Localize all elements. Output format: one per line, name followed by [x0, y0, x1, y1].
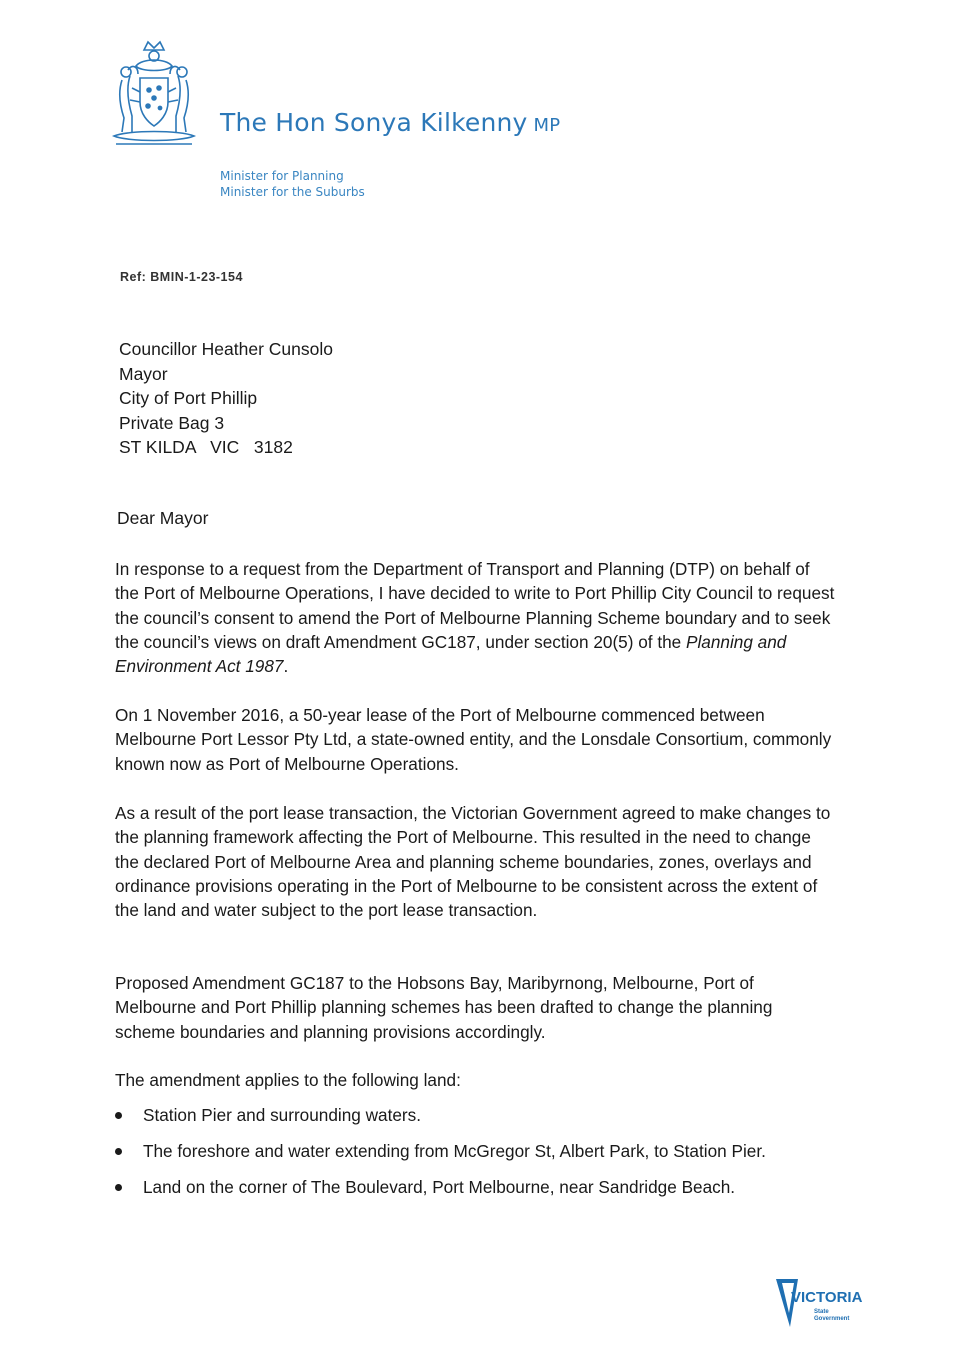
salutation: Dear Mayor	[117, 508, 209, 528]
list-item-text: The foreshore and water extending from McGregor St, Albert Park, to Station Pier.	[143, 1141, 766, 1161]
minister-name	[220, 108, 560, 137]
recipient-address	[119, 337, 333, 460]
minister-suffix: MP	[533, 115, 561, 136]
paragraph-text: In response to a request from the Department of Transport and Planning (DTP) on behalf of the Port of Melbourne Operations, I have decided to write to Port Phillip City Council to request the council’s consent to amend the Port of Melbourne Planning Scheme boundary and to seek the council’s views on draft Amendment GC187, under section 20(5) of the	[115, 559, 835, 652]
reference-number: Ref: BMIN-1-23-154	[120, 270, 243, 284]
list-item	[115, 1139, 835, 1175]
bullet-icon	[115, 1112, 122, 1119]
bullet-icon	[115, 1148, 122, 1155]
act-title: Planning and Environment Act 1987	[115, 631, 787, 677]
body-paragraph-3: As a result of the port lease transaction, the Victorian Government agreed to make changes to the planning framework affecting the Port of Melbourne. This resulted in the need to change the declared Port of Melbourne Area and planning scheme boundaries, zones, overlays and ordinance provisions operating in the Port of Melbourne to be consistent across the extent of the land and water subject to the port lease transaction.	[115, 803, 831, 921]
minister-name-text: The Hon Sonya Kilkenny	[220, 108, 528, 137]
body-paragraph-1	[115, 557, 835, 678]
logo-sub-government: Government	[814, 1316, 850, 1322]
bullet-icon	[115, 1184, 122, 1191]
address-line: ST KILDA VIC 3182	[119, 437, 293, 457]
address-line: City of Port Phillip	[119, 388, 258, 408]
portfolio-list	[220, 168, 365, 200]
address-line: Mayor	[119, 363, 168, 384]
list-item-text: Station Pier and surrounding waters.	[143, 1105, 422, 1125]
address-line: Private Bag 3	[119, 412, 225, 433]
portfolio-line: Minister for the Suburbs	[220, 185, 365, 199]
victoria-logo-icon	[776, 1277, 866, 1329]
list-item-text: Land on the corner of The Boulevard, Port Melbourne, near Sandridge Beach.	[143, 1177, 736, 1197]
address-line: Councillor Heather Cunsolo	[119, 339, 333, 359]
body-paragraph-4: Proposed Amendment GC187 to the Hobsons Bay, Maribyrnong, Melbourne, Port of Melbourne and Port Phillip planning schemes has been drafted to change the planning scheme boundaries and planning provisions accordingly.	[115, 973, 773, 1042]
body-paragraph-5: The amendment applies to the following land:	[115, 1070, 461, 1090]
list-item	[115, 1103, 835, 1139]
logo-sub-state: State	[814, 1309, 829, 1315]
paragraph-end: .	[283, 656, 289, 677]
land-bullet-list	[115, 1103, 835, 1211]
body-paragraph-2: On 1 November 2016, a 50-year lease of the Port of Melbourne commenced between Melbourne Port Lessor Pty Ltd, a state-owned entity, and the Lonsdale Consortium, commonly known now as Port of Melbourne Operations.	[115, 705, 832, 774]
list-item	[115, 1175, 835, 1211]
logo-wordmark: VICTORIA	[791, 1289, 863, 1306]
portfolio-line: Minister for Planning	[220, 169, 344, 183]
coat-of-arms-icon	[108, 36, 200, 148]
